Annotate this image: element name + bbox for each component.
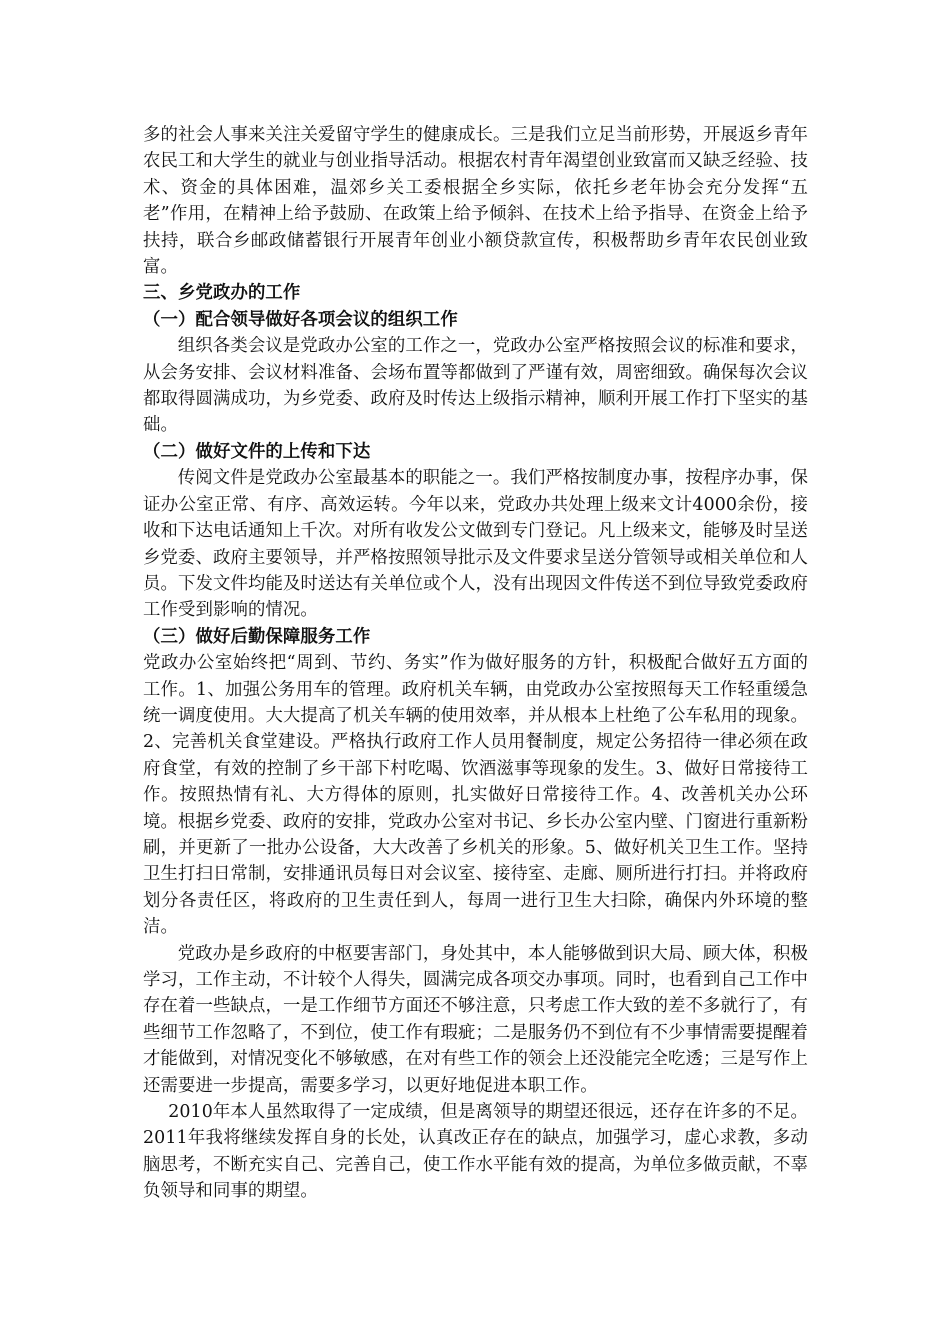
document-page [143, 122, 808, 1205]
paragraph-conclusion: 2010年本人虽然取得了一定成绩，但是离领导的期望还很远，还存在许多的不足。2011年我将继续发挥自身的长处，认真改正存在的缺点，加强学习，虚心求教，多动脑思考，不断充实自己、完善自己，使工作水平能有效的提高，为单位多做贡献，不辜负领导和同事的期望。 [143, 1102, 808, 1202]
paragraph-logistics: 党政办公室始终把“周到、节约、务实”作为做好服务的方针，积极配合做好五方面的工作。1、加强公务用车的管理。政府机关车辆，由党政办公室按照每天工作轻重缓急统一调度使用。大大提高了机关车辆的使用效率，并从根本上杜绝了公车私用的现象。2、完善机关食堂建设。严格执行政府工作人员用餐制度，规定公务招待一律必须在政府食堂，有效的控制了乡干部下村吃喝、饮酒滋事等现象的发生。3、做好日常接待工作。按照热情有礼、大方得体的原则，扎实做好日常接待工作。4、改善机关办公环境。根据乡党委、政府的安排，党政办公室对书记、乡长办公室内壁、门窗进行重新粉刷，并更新了一批办公设备，大大改善了乡机关的形象。5、做好机关卫生工作。坚持卫生打扫日常制，安排通讯员每日对会议室、接待室、走廊、厕所进行打扫。并将政府划分各责任区，将政府的卫生责任到人，每周一进行卫生大扫除，确保内外环境的整洁。 [143, 653, 808, 938]
paragraph-documents: 传阅文件是党政办公室最基本的职能之一。我们严格按制度办事，按程序办事，保证办公室正常、有序、高效运转。今年以来，党政办共处理上级来文计4000余份，接收和下达电话通知上千次。对所有收发公文做到专门登记。凡上级来文，能够及时呈送乡党委、政府主要领导，并严格按照领导批示及文件要求呈送分管领导或相关单位和人员。下发文件均能及时送达有关单位或个人，没有出现因文件传送不到位导致党委政府工作受到影响的情况。 [143, 468, 808, 621]
subheading-meetings: （一）配合领导做好各项会议的组织工作 [143, 309, 458, 330]
section-heading-party-office: 三、乡党政办的工作 [143, 283, 301, 304]
paragraph-self-summary: 党政办是乡政府的中枢要害部门，身处其中，本人能够做到识大局、顾大体，积极学习，工作主动，不计较个人得失，圆满完成各项交办事项。同时，也看到自己工作中存在着一些缺点，一是工作细节方面还不够注意，只考虑工作大致的差不多就行了，有些细节工作忽略了，不到位，使工作有瑕疵；二是服务仍不到位有不少事情需要提醒着才能做到，对情况变化不够敏感，在对有些工作的领会上还没能完全吃透；三是写作上还需要进一步提高，需要多学习，以更好地促进本职工作。 [143, 943, 808, 1096]
paragraph-meetings: 组织各类会议是党政办公室的工作之一，党政办公室严格按照会议的标准和要求，从会务安排、会议材料准备、会场布置等都做到了严谨有效，周密细致。确保每次会议都取得圆满成功，为乡党委、政府及时传达上级指示精神，顺利开展工作打下坚实的基础。 [143, 336, 808, 436]
subheading-documents: （二）做好文件的上传和下达 [143, 441, 371, 462]
subheading-logistics: （三）做好后勤保障服务工作 [143, 626, 371, 647]
paragraph-youth-entrepreneurship: 多的社会人事来关注关爱留守学生的健康成长。三是我们立足当前形势，开展返乡青年农民工和大学生的就业与创业指导活动。根据农村青年渴望创业致富而又缺乏经验、技术、资金的具体困难，温郊乡关工委根据全乡实际，依托乡老年协会充分发挥“五老”作用，在精神上给予鼓励、在政策上给予倾斜、在技术上给予指导、在资金上给予扶持，联合乡邮政储蓄银行开展青年创业小额贷款宣传，积极帮助乡青年农民创业致富。 [143, 125, 808, 278]
